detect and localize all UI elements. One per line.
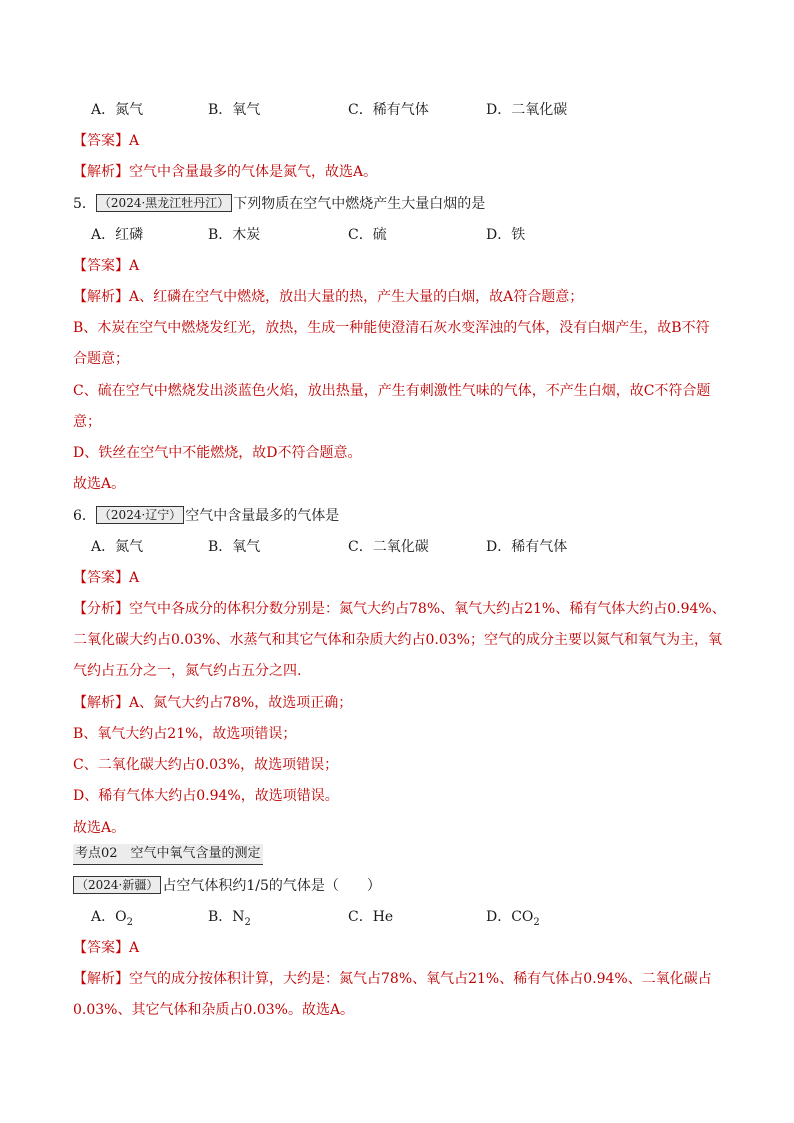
answer-label: 【答案】 <box>73 258 129 274</box>
answer-label: 【答案】 <box>73 940 129 956</box>
q5-analysis-line-2: B、木炭在空气中燃烧发红光，放热，生成一种能使澄清石灰水变浑浊的气体，没有白烟产生，故B不符 <box>73 320 710 336</box>
q4-option-b: B．氧气 <box>208 102 261 118</box>
q6-fenxi-line-3: 气约占五分之一，氮气约占五分之四. <box>73 663 302 679</box>
answer-value: A <box>129 570 140 586</box>
q5-analysis-line-1 <box>73 287 733 307</box>
q5-options <box>91 225 731 245</box>
q5-option-b: B．木炭 <box>208 227 261 243</box>
q4-option-a: A．氮气 <box>91 102 144 118</box>
q7-analysis-line-2: 0.03%、其它气体和杂质占0.03%。故选A。 <box>73 1002 355 1018</box>
q6-analysis-line-4: D、稀有气体大约占0.94%，故选项错误。 <box>73 788 339 804</box>
q7-option-a: A．$O_2$ <box>91 909 133 928</box>
q7-options <box>91 907 731 927</box>
q6-option-a: A．氮气 <box>91 539 144 555</box>
q7-option-b: B．$N_2$ <box>208 909 251 928</box>
q5-answer <box>73 256 733 276</box>
answer-label: 【答案】 <box>73 570 129 586</box>
q7-option-d: D．$CO_2$ <box>486 909 540 928</box>
question-source: （2024·黑龙江牡丹江） <box>96 194 232 212</box>
question-source: （2024·新疆） <box>73 876 161 894</box>
q6-stem <box>73 506 733 526</box>
q4-answer <box>73 131 733 151</box>
q6-analysis-line-1 <box>73 693 733 713</box>
analysis-text: A、氮气大约占78%，故选项正确； <box>129 695 353 711</box>
q5-option-d: D．铁 <box>486 227 526 243</box>
q5-analysis-line-5: 意； <box>73 414 101 430</box>
q5-analysis-line-6: D、铁丝在空气中不能燃烧，故D不符合题意。 <box>73 445 362 461</box>
q7-analysis-line-1 <box>73 969 733 989</box>
q5-analysis-line-4: C、硫在空气中燃烧发出淡蓝色火焰，放出热量，产生有刺激性气味的气体，不产生白烟，故C不符合题 <box>73 383 711 399</box>
q7-stem <box>73 876 733 896</box>
analysis-text: 空气中含量最多的气体是氮气，故选A。 <box>129 164 378 180</box>
q5-analysis-line-3: 合题意； <box>73 351 129 367</box>
q6-analysis-line-5: 故选A。 <box>73 820 126 836</box>
analysis-label: 【解析】 <box>73 289 129 305</box>
analysis-label: 【解析】 <box>73 695 129 711</box>
answer-value: A <box>129 258 140 274</box>
q6-option-c: C．二氧化碳 <box>348 539 429 555</box>
q5-stem <box>73 194 733 214</box>
q6-option-d: D．稀有气体 <box>486 539 568 555</box>
answer-value: A <box>129 940 140 956</box>
q4-option-d: D．二氧化碳 <box>486 102 568 118</box>
q7-answer <box>73 938 733 958</box>
q6-analysis-line-2: B、氧气大约占21%，故选项错误； <box>73 726 297 742</box>
analysis-label: 【解析】 <box>73 971 129 987</box>
q7-option-c: C．He <box>348 909 394 925</box>
q6-option-b: B．氧气 <box>208 539 261 555</box>
q6-analysis-line-3: C、二氧化碳大约占0.03%，故选项错误； <box>73 757 339 773</box>
q5-option-c: C．硫 <box>348 227 387 243</box>
q4-options <box>91 100 731 120</box>
question-number: 6． <box>73 508 96 524</box>
q6-options <box>91 537 731 557</box>
q5-option-a: A．红磷 <box>91 227 144 243</box>
q6-fenxi-line-2: 二氧化碳大约占0.03%、水蒸气和其它气体和杂质大约占0.03%；空气的成分主要以氮气和氧气为主，氧 <box>73 632 722 648</box>
analysis-text: 空气的成分按体积计算，大约是：氮气占78%、氧气占21%、稀有气体占0.94%、二氧化碳占 <box>129 971 712 987</box>
answer-value: A <box>129 133 140 149</box>
fenxi-text: 空气中各成分的体积分数分别是：氮气大约占78%、氧气大约占21%、稀有气体大约占0.94%、 <box>129 601 726 617</box>
question-text: 占空气体积约1/5的气体是（ ） <box>162 878 381 894</box>
q4-analysis <box>73 162 733 182</box>
question-source: （2024·辽宁） <box>96 506 184 524</box>
analysis-label: 【解析】 <box>73 164 129 180</box>
fenxi-label: 【分析】 <box>73 601 129 617</box>
topic-header <box>73 843 733 865</box>
q5-analysis-line-7: 故选A。 <box>73 476 126 492</box>
answer-label: 【答案】 <box>73 133 129 149</box>
topic-label: 考点02 空气中氧气含量的测定 <box>73 844 263 865</box>
q4-option-c: C．稀有气体 <box>348 102 429 118</box>
question-text: 空气中含量最多的气体是 <box>185 508 340 524</box>
q6-fenxi-line-1 <box>73 599 733 619</box>
question-number: 5． <box>73 196 96 212</box>
analysis-text: A、红磷在空气中燃烧，放出大量的热，产生大量的白烟，故A符合题意； <box>129 289 584 305</box>
q6-answer <box>73 568 733 588</box>
question-text: 下列物质在空气中燃烧产生大量白烟的是 <box>233 196 486 212</box>
